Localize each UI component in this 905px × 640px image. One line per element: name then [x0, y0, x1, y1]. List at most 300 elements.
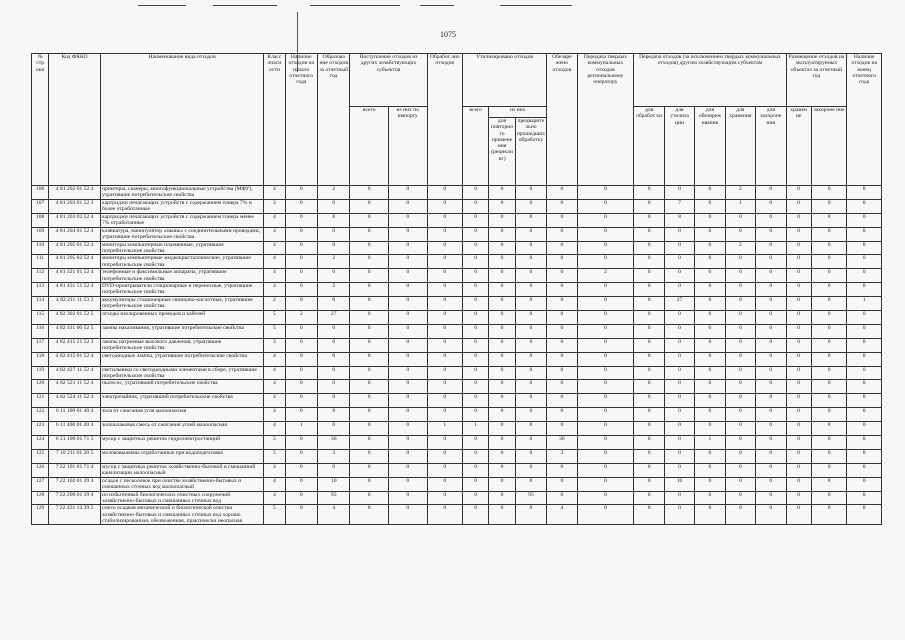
value-cell: 0	[547, 269, 577, 283]
value-cell: 0	[847, 422, 882, 436]
value-cell: 0	[285, 227, 317, 241]
value-cell: 0	[489, 491, 515, 505]
value-cell: 0	[547, 324, 577, 338]
value-cell: 0	[515, 241, 546, 255]
waste-name-cell: DVD-проигрыватели стационарные и переносные, утратившие потребительские свойства	[100, 283, 263, 297]
value-cell: 0	[634, 436, 664, 450]
value-cell: 0	[634, 463, 664, 477]
table-row	[32, 352, 882, 366]
value-cell: 0	[489, 463, 515, 477]
value-cell: 0	[317, 297, 349, 311]
value-cell: 0	[847, 408, 882, 422]
value-cell: 0	[388, 213, 427, 227]
value-cell: 0	[285, 255, 317, 269]
value-cell: 0	[350, 283, 389, 297]
value-cell: 0	[350, 408, 389, 422]
value-cell: 0	[427, 491, 462, 505]
value-cell: 0	[350, 491, 389, 505]
value-cell: 0	[786, 491, 811, 505]
row-number-cell: 128	[32, 491, 49, 505]
fkko-code-cell: 4 81 204 01 52 4	[49, 227, 101, 241]
value-cell: 0	[634, 199, 664, 213]
value-cell: 0	[725, 491, 755, 505]
value-cell: 0	[664, 241, 694, 255]
value-cell: 0	[811, 394, 847, 408]
value-cell: 0	[695, 186, 725, 200]
value-cell: 0	[427, 241, 462, 255]
value-cell: 0	[847, 366, 882, 380]
value-cell: 0	[427, 338, 462, 352]
value-cell: 0	[427, 186, 462, 200]
value-cell: 0	[634, 338, 664, 352]
row-number-cell: 109	[32, 227, 49, 241]
value-cell: 0	[634, 366, 664, 380]
waste-name-cell: мониторы компьютерные жидкокристаллические, утратившие потребительские свойства	[100, 255, 263, 269]
value-cell: 0	[388, 186, 427, 200]
value-cell: 10	[317, 477, 349, 491]
fkko-code-cell: 7 22 102 01 39 4	[49, 477, 101, 491]
value-cell: 0	[462, 505, 488, 525]
value-cell: 0	[725, 297, 755, 311]
value-cell: 0	[577, 241, 634, 255]
value-cell: 2	[317, 255, 349, 269]
value-cell: 0	[547, 380, 577, 394]
value-cell: 0	[515, 297, 546, 311]
value-cell: 1	[725, 199, 755, 213]
value-cell: 0	[388, 380, 427, 394]
value-cell: 0	[427, 255, 462, 269]
value-cell: 0	[634, 491, 664, 505]
hazard-class-cell: 4	[264, 463, 285, 477]
value-cell: 0	[350, 324, 389, 338]
header-end-balance: Наличие отходов на конец отчетного года	[847, 54, 882, 186]
table-row	[32, 255, 882, 269]
row-number-cell: 117	[32, 338, 49, 352]
header-utilized: Утилизировано отходов	[462, 54, 546, 107]
value-cell: 0	[388, 199, 427, 213]
row-number-cell: 126	[32, 463, 49, 477]
value-cell: 0	[350, 227, 389, 241]
value-cell: 0	[664, 227, 694, 241]
value-cell: 0	[634, 283, 664, 297]
value-cell: 2	[725, 186, 755, 200]
table-row	[32, 449, 882, 463]
value-cell: 0	[847, 283, 882, 297]
value-cell: 0	[427, 394, 462, 408]
value-cell: 0	[756, 449, 786, 463]
value-cell: 8	[664, 213, 694, 227]
waste-name-cell: мусор с защитных решеток гидроэлектростанций	[100, 436, 263, 450]
fkko-code-cell: 7 10 211 01 20 5	[49, 449, 101, 463]
value-cell: 0	[664, 408, 694, 422]
header-received-import: из них по импорту	[388, 107, 427, 186]
value-cell: 0	[489, 505, 515, 525]
hazard-class-cell: 2	[264, 297, 285, 311]
value-cell: 0	[577, 422, 634, 436]
value-cell: 0	[756, 352, 786, 366]
value-cell: 0	[489, 352, 515, 366]
value-cell: 0	[756, 491, 786, 505]
header-start-balance: Наличие отходов на начало отчетного года	[285, 54, 317, 186]
value-cell: 0	[577, 505, 634, 525]
value-cell: 0	[388, 255, 427, 269]
value-cell: 0	[489, 283, 515, 297]
value-cell: 0	[577, 477, 634, 491]
value-cell: 0	[462, 380, 488, 394]
value-cell: 2	[577, 269, 634, 283]
value-cell: 0	[515, 324, 546, 338]
header-utilized-total: всего	[462, 107, 488, 186]
waste-name-cell: лампы накаливания, утратившие потребительские свойства	[100, 324, 263, 338]
value-cell: 0	[317, 241, 349, 255]
value-cell: 36	[547, 436, 577, 450]
value-cell: 0	[350, 213, 389, 227]
value-cell: 0	[285, 269, 317, 283]
value-cell: 0	[388, 352, 427, 366]
value-cell: 0	[388, 394, 427, 408]
value-cell: 0	[664, 311, 694, 325]
value-cell: 0	[634, 408, 664, 422]
scan-rule-line	[420, 5, 454, 6]
value-cell: 0	[847, 436, 882, 450]
value-cell: 0	[634, 297, 664, 311]
value-cell: 0	[725, 394, 755, 408]
value-cell: 0	[515, 352, 546, 366]
value-cell: 0	[725, 283, 755, 297]
value-cell: 95	[317, 491, 349, 505]
value-cell: 0	[664, 255, 694, 269]
value-cell: 1	[695, 436, 725, 450]
value-cell: 0	[427, 477, 462, 491]
waste-name-cell: смесь осадков механической и биологической очистки хозяйственно-бытовых и смешанных сточных вод хорошо стабилизированная, обезвоженная, практически неопасная	[100, 505, 263, 525]
value-cell: 0	[847, 477, 882, 491]
value-cell: 0	[811, 408, 847, 422]
value-cell: 0	[811, 477, 847, 491]
value-cell: 0	[350, 366, 389, 380]
value-cell: 4	[317, 505, 349, 525]
value-cell: 0	[725, 366, 755, 380]
value-cell: 0	[664, 380, 694, 394]
value-cell: 0	[756, 324, 786, 338]
value-cell: 0	[547, 352, 577, 366]
value-cell: 0	[664, 394, 694, 408]
hazard-class-cell: 3	[264, 338, 285, 352]
value-cell: 0	[577, 491, 634, 505]
value-cell: 1	[462, 422, 488, 436]
row-number-cell: 116	[32, 324, 49, 338]
table-row	[32, 380, 882, 394]
value-cell: 0	[756, 422, 786, 436]
value-cell: 0	[427, 227, 462, 241]
header-placement-storage: хранен ие	[786, 107, 811, 186]
value-cell: 0	[515, 199, 546, 213]
row-number-cell: 123	[32, 422, 49, 436]
value-cell: 8	[756, 394, 786, 408]
value-cell: 0	[811, 255, 847, 269]
value-cell: 0	[388, 324, 427, 338]
hazard-class-cell: 4	[264, 227, 285, 241]
value-cell: 0	[756, 366, 786, 380]
value-cell: 0	[427, 436, 462, 450]
waste-name-cell: электрочайник, утративший потребительские свойства	[100, 394, 263, 408]
value-cell: 0	[847, 463, 882, 477]
fkko-code-cell: 7 22 101 01 71 4	[49, 463, 101, 477]
value-cell: 0	[427, 324, 462, 338]
value-cell: 0	[847, 338, 882, 352]
value-cell: 0	[634, 269, 664, 283]
row-number-cell: 118	[32, 352, 49, 366]
value-cell: 0	[388, 338, 427, 352]
value-cell: 0	[350, 255, 389, 269]
value-cell: 0	[489, 186, 515, 200]
value-cell: 0	[756, 477, 786, 491]
page-number: 1075	[440, 30, 456, 39]
value-cell: 0	[725, 352, 755, 366]
waste-name-cell: молоковыжимы отработанные при водоподготовке	[100, 449, 263, 463]
value-cell: 0	[285, 186, 317, 200]
value-cell: 0	[786, 352, 811, 366]
value-cell: 0	[847, 227, 882, 241]
value-cell: 0	[695, 352, 725, 366]
value-cell: 0	[317, 366, 349, 380]
value-cell: 0	[725, 477, 755, 491]
value-cell: 0	[695, 338, 725, 352]
waste-name-cell: осадок с песколовок при очистке хозяйственно-бытовых и смешанных сточных вод малоопасный	[100, 477, 263, 491]
value-cell: 0	[811, 199, 847, 213]
header-fkko-code: Код ФККО	[49, 54, 101, 186]
value-cell: 3	[547, 449, 577, 463]
value-cell: 0	[756, 241, 786, 255]
value-cell: 0	[634, 213, 664, 227]
value-cell: 0	[695, 227, 725, 241]
value-cell: 0	[634, 380, 664, 394]
fkko-code-cell: 6 11 400 01 20 4	[49, 422, 101, 436]
value-cell: 0	[725, 505, 755, 525]
value-cell: 0	[547, 477, 577, 491]
value-cell: 0	[577, 408, 634, 422]
fkko-code-cell: 7 22 200 01 39 4	[49, 491, 101, 505]
value-cell: 0	[811, 436, 847, 450]
value-cell: 0	[786, 477, 811, 491]
table-row	[32, 324, 882, 338]
value-cell: 0	[547, 394, 577, 408]
value-cell: 0	[811, 311, 847, 325]
hazard-class-cell: 4	[264, 241, 285, 255]
value-cell: 0	[577, 283, 634, 297]
value-cell: 0	[427, 199, 462, 213]
value-cell: 0	[786, 366, 811, 380]
value-cell: 0	[388, 311, 427, 325]
value-cell: 0	[388, 463, 427, 477]
table-row	[32, 311, 882, 325]
value-cell: 0	[695, 213, 725, 227]
value-cell: 1	[847, 297, 882, 311]
value-cell: 0	[786, 463, 811, 477]
value-cell: 0	[489, 408, 515, 422]
value-cell: 0	[350, 199, 389, 213]
value-cell: 0	[664, 463, 694, 477]
waste-name-cell: пылесос, утративший потребительские свойства	[100, 380, 263, 394]
waste-name-cell: золошлаковая смесь от сжигания углей малоопасная	[100, 422, 263, 436]
waste-name-cell: клавиатура, манипулятор «мышь» с соединительными проводами, утратившие потребительские свойства	[100, 227, 263, 241]
fkko-code-cell: 7 22 431 12 39 5	[49, 505, 101, 525]
value-cell: 0	[462, 199, 488, 213]
value-cell: 0	[388, 491, 427, 505]
value-cell: 0	[577, 311, 634, 325]
value-cell: 0	[427, 297, 462, 311]
value-cell: 0	[725, 408, 755, 422]
value-cell: 0	[634, 422, 664, 436]
header-received-total: всего	[350, 107, 389, 186]
value-cell: 0	[515, 436, 546, 450]
value-cell: 0	[388, 449, 427, 463]
value-cell: 0	[317, 338, 349, 352]
value-cell: 0	[515, 449, 546, 463]
value-cell: 0	[462, 394, 488, 408]
value-cell: 0	[350, 186, 389, 200]
hazard-class-cell: 4	[264, 394, 285, 408]
fkko-code-cell: 4 82 211 11 53 2	[49, 297, 101, 311]
value-cell: 0	[285, 297, 317, 311]
value-cell: 0	[462, 269, 488, 283]
waste-name-cell: картриджи печатающих устройств с содержанием тонера 7% и более отработанные	[100, 199, 263, 213]
value-cell: 0	[577, 213, 634, 227]
value-cell: 0	[577, 324, 634, 338]
value-cell: 0	[577, 436, 634, 450]
value-cell: 0	[756, 311, 786, 325]
value-cell: 0	[515, 366, 546, 380]
value-cell: 0	[489, 199, 515, 213]
value-cell: 0	[725, 269, 755, 283]
value-cell: 0	[547, 241, 577, 255]
value-cell: 0	[462, 186, 488, 200]
value-cell: 0	[462, 352, 488, 366]
value-cell: 0	[285, 366, 317, 380]
value-cell: 0	[786, 297, 811, 311]
header-transfer-storage: для хранения	[725, 107, 755, 186]
value-cell: 95	[515, 491, 546, 505]
header-hazard-class: Класс опасн ости	[264, 54, 285, 186]
value-cell: 0	[462, 324, 488, 338]
row-number-cell: 112	[32, 269, 49, 283]
scan-rule-line	[138, 5, 186, 6]
fkko-code-cell: 4 82 427 11 52 4	[49, 366, 101, 380]
header-neutralized: Обезвре жено отходов	[547, 54, 577, 186]
table-row	[32, 408, 882, 422]
value-cell: 0	[350, 269, 389, 283]
value-cell: 0	[515, 394, 546, 408]
value-cell: 0	[515, 380, 546, 394]
value-cell: 0	[786, 436, 811, 450]
value-cell: 0	[786, 311, 811, 325]
value-cell: 0	[577, 255, 634, 269]
value-cell: 36	[317, 436, 349, 450]
value-cell: 0	[388, 436, 427, 450]
fkko-code-cell: 4 82 411 00 52 5	[49, 324, 101, 338]
row-number-cell: 125	[32, 449, 49, 463]
fkko-code-cell: 4 82 521 11 52 4	[49, 380, 101, 394]
value-cell: 0	[847, 380, 882, 394]
row-number-cell: 124	[32, 436, 49, 450]
value-cell: 0	[786, 213, 811, 227]
value-cell: 0	[427, 505, 462, 525]
table-row	[32, 338, 882, 352]
table-row	[32, 422, 882, 436]
header-placement-burial: захороне ние	[811, 107, 847, 186]
value-cell: 0	[462, 213, 488, 227]
fkko-code-cell: 4 81 203 01 52 3	[49, 199, 101, 213]
value-cell: 27	[664, 297, 694, 311]
value-cell: 0	[847, 311, 882, 325]
value-cell: 0	[695, 408, 725, 422]
value-cell: 0	[350, 505, 389, 525]
table-body	[32, 186, 882, 525]
value-cell: 0	[462, 241, 488, 255]
value-cell: 0	[847, 324, 882, 338]
value-cell: 0	[285, 408, 317, 422]
table-row	[32, 213, 882, 227]
value-cell: 0	[462, 436, 488, 450]
value-cell: 0	[489, 324, 515, 338]
value-cell: 0	[786, 338, 811, 352]
row-number-cell: 114	[32, 297, 49, 311]
value-cell: 0	[388, 269, 427, 283]
value-cell: 0	[285, 213, 317, 227]
value-cell: 0	[756, 436, 786, 450]
value-cell: 0	[547, 311, 577, 325]
value-cell: 0	[577, 394, 634, 408]
value-cell: 0	[547, 422, 577, 436]
value-cell: 4	[547, 505, 577, 525]
value-cell: 0	[695, 269, 725, 283]
hazard-class-cell: 4	[264, 366, 285, 380]
value-cell: 0	[634, 255, 664, 269]
value-cell: 0	[388, 422, 427, 436]
value-cell: 0	[811, 380, 847, 394]
value-cell: 0	[634, 505, 664, 525]
value-cell: 0	[489, 213, 515, 227]
value-cell: 0	[786, 199, 811, 213]
value-cell: 0	[285, 463, 317, 477]
value-cell: 0	[664, 338, 694, 352]
row-number-cell: 107	[32, 199, 49, 213]
waste-name-cell: картриджи печатающих устройств с содержанием тонера менее 7% отработанные	[100, 213, 263, 227]
waste-name-cell: отходы изолированных проводов и кабелей	[100, 311, 263, 325]
value-cell: 0	[489, 380, 515, 394]
hazard-class-cell: 4	[264, 422, 285, 436]
value-cell: 0	[664, 269, 694, 283]
value-cell: 0	[489, 477, 515, 491]
value-cell: 2	[317, 283, 349, 297]
header-transfer-utilization: для утилиза ции	[664, 107, 694, 186]
value-cell: 0	[811, 241, 847, 255]
value-cell: 0	[462, 366, 488, 380]
value-cell: 0	[547, 366, 577, 380]
value-cell: 0	[427, 366, 462, 380]
value-cell: 0	[577, 199, 634, 213]
value-cell: 0	[317, 380, 349, 394]
value-cell: 0	[786, 227, 811, 241]
fkko-code-cell: 4 81 202 01 52 4	[49, 186, 101, 200]
value-cell: 0	[811, 505, 847, 525]
value-cell: 0	[547, 255, 577, 269]
value-cell: 0	[756, 199, 786, 213]
value-cell: 0	[388, 505, 427, 525]
waste-name-cell: светильники со светодиодными элементами в сборе, утратившие потребительские свойства	[100, 366, 263, 380]
row-number-cell: 120	[32, 380, 49, 394]
value-cell: 0	[427, 463, 462, 477]
value-cell: 0	[577, 338, 634, 352]
